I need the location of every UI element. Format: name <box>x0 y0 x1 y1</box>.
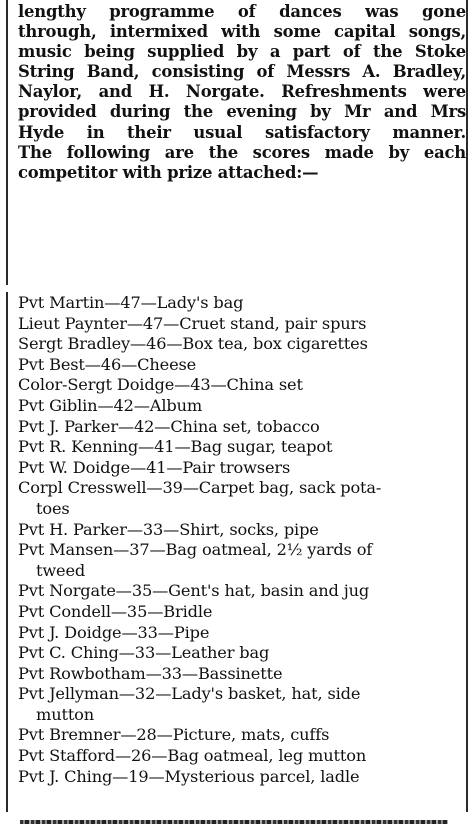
score-entry: Sergt Bradley—46—Box tea, box cigarettes <box>18 334 368 354</box>
score-entry: Pvt H. Parker—33—Shirt, socks, pipe <box>18 519 319 539</box>
score-entry: Pvt Mansen—37—Bag oatmeal, 2½ yards of <box>18 540 373 560</box>
score-entry-continuation: tweed <box>36 560 86 580</box>
score-entry: Pvt Rowbotham—33—Bassinette <box>18 663 283 683</box>
score-entry: Color-Sergt Doidge—43—China set <box>18 375 303 395</box>
paragraph-line: Naylor, and H. Norgate. Refreshments were <box>18 82 466 102</box>
paragraph-line: The following are the scores made by each <box>18 142 466 162</box>
score-entry: Pvt Jellyman—32—Lady's basket, hat, side <box>18 684 361 704</box>
scores-list <box>18 293 466 787</box>
score-entry: Pvt Best—46—Cheese <box>18 354 197 374</box>
left-column-rule-lower <box>6 292 8 812</box>
score-entry: Pvt Norgate—35—Gent's hat, basin and jug <box>18 581 370 601</box>
score-entry: Corpl Cresswell—39—Carpet bag, sack pota- <box>18 478 382 498</box>
score-entry: Pvt Martin—47—Lady's bag <box>18 293 244 312</box>
score-entry-continuation: toes <box>36 498 70 518</box>
score-entry: Lieut Paynter—47—Cruet stand, pair spurs <box>18 313 367 333</box>
score-entry-continuation: mutton <box>36 704 95 724</box>
score-entry: Pvt Giblin—42—Album <box>18 395 203 415</box>
column-end-rule <box>20 820 448 824</box>
score-entry: Pvt R. Kenning—41—Bag sugar, teapot <box>18 437 333 457</box>
paragraph-line: String Band, consisting of Messrs A. Bradley, <box>18 62 466 82</box>
score-entry: Pvt Stafford—26—Bag oatmeal, leg mutton <box>18 746 367 766</box>
score-entry: Pvt Bremner—28—Picture, mats, cuffs <box>18 725 330 745</box>
paragraph-line: music being supplied by a part of the Stoke <box>18 42 466 62</box>
paragraph-line: Hyde in their usual satisfactory manner. <box>18 122 466 142</box>
score-entry: Pvt C. Ching—33—Leather bag <box>18 643 270 663</box>
score-entry: Pvt Condell—35—Bridle <box>18 601 213 621</box>
paragraph-line: through, intermixed with some capital songs, <box>18 22 466 42</box>
paragraph-line: provided during the evening by Mr and Mrs <box>18 102 466 122</box>
left-column-rule <box>6 0 8 285</box>
paragraph-line: lengthy programme of dances was gone <box>18 2 466 21</box>
score-entry: Pvt W. Doidge—41—Pair trowsers <box>18 457 291 477</box>
score-entry: Pvt J. Ching—19—Mysterious parcel, ladle <box>18 766 360 786</box>
score-entry: Pvt J. Parker—42—China set, tobacco <box>18 416 320 436</box>
report-paragraph <box>18 2 466 183</box>
score-entry: Pvt J. Doidge—33—Pipe <box>18 622 210 642</box>
paragraph-line: competitor with prize attached:— <box>18 162 319 182</box>
